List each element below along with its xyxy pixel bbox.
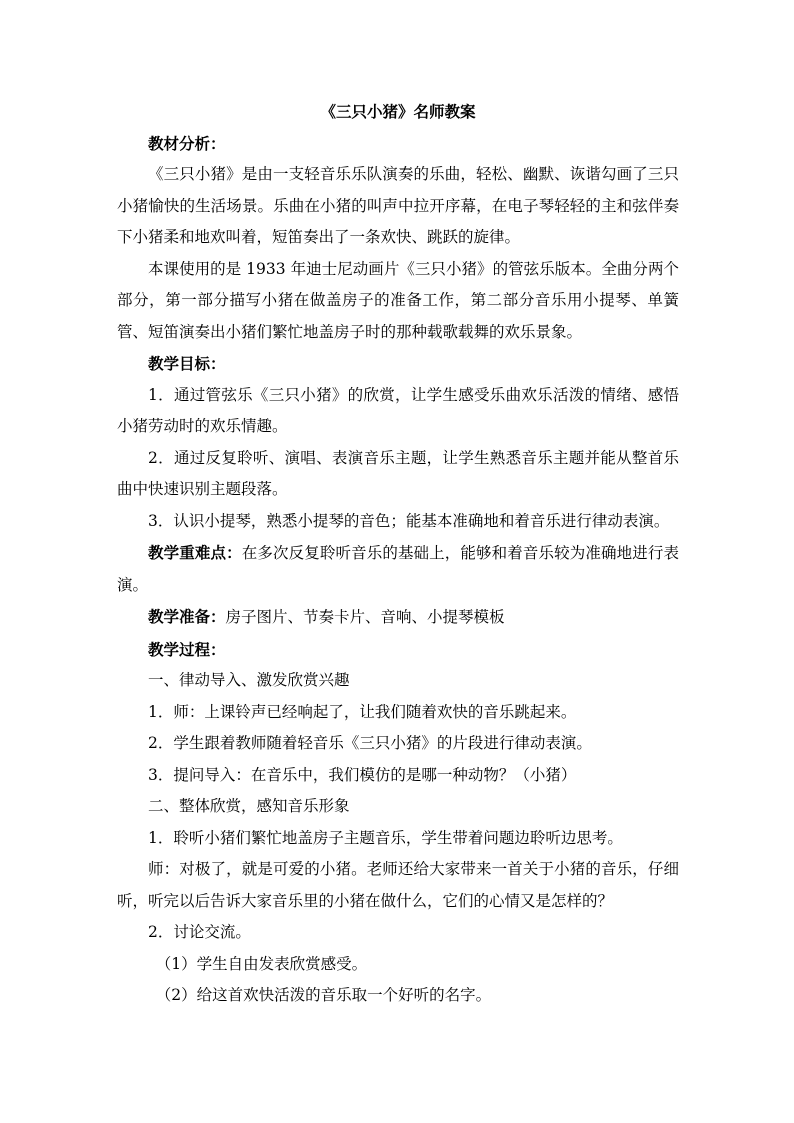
teaching-process-heading: 教学过程：	[148, 639, 226, 659]
part2-teacher-talk: 师：对极了，就是可爱的小猪。老师还给大家带来一首关于小猪的音乐，仔细听，听完以后告诉大家音乐里的小猪在做什么，它们的心情又是怎样的？	[117, 860, 679, 910]
part2-sub-item-1: （1）学生自由发表欣赏感受。	[155, 954, 368, 973]
key-difficulty-paragraph	[117, 537, 679, 601]
material-paragraph-2: 本课使用的是 1933 年迪士尼动画片《三只小猪》的管弦乐版本。全曲分两个部分，第一部分描写小猪在做盖房子的准备工作，第二部分音乐用小提琴、单簧管、短笛演奏出小猪们繁忙地盖房子时的那种载歌载舞的欢乐景象。	[117, 259, 679, 341]
part2-step-1: 1．聆听小猪们繁忙地盖房子主题音乐，学生带着问题边聆听边思考。	[148, 828, 623, 847]
teaching-goals-heading: 教学目标：	[148, 354, 226, 373]
part1-step-2: 2．学生跟着教师随着轻音乐《三只小猪》的片段进行律动表演。	[148, 734, 592, 752]
goal-item-1: 1．通过管弦乐《三只小猪》的欣赏，让学生感受乐曲欢乐活泼的情绪、感悟小猪劳动时的欢乐情趣。	[117, 385, 679, 435]
preparation-text: 房子图片、节奏卡片、音响、小提琴模板	[225, 608, 505, 626]
key-difficulty-heading: 教学重难点：	[148, 543, 242, 562]
goal-item-2: 2．通过反复聆听、演唱、表演音乐主题，让学生熟悉音乐主题并能从整首乐曲中快速识别主题段落。	[117, 448, 679, 498]
document-body	[117, 96, 679, 1012]
material-analysis-heading: 教材分析：	[148, 133, 226, 153]
goal-item-3: 3．认识小提琴，熟悉小提琴的音色；能基本准确地和着音乐进行律动表演。	[148, 511, 670, 530]
key-difficulty-text: 在多次反复聆听音乐的基础上，能够和着音乐较为准确地进行表演。	[117, 544, 679, 594]
preparation-heading: 教学准备：	[148, 607, 226, 626]
part2-title: 二、整体欣赏，感知音乐形象	[148, 797, 350, 815]
part2-sub-item-2: （2）给这首欢快活泼的音乐取一个好听的名字。	[155, 986, 492, 1004]
part1-step-1: 1．师：上课铃声已经响起了，让我们随着欢快的音乐跳起来。	[148, 702, 577, 721]
document-title: 《三只小猪》名师教案	[320, 102, 476, 121]
part2-step-2: 2．讨论交流。	[148, 923, 251, 941]
material-paragraph-1: 《三只小猪》是由一支轻音乐乐队演奏的乐曲，轻松、幽默、诙谐勾画了三只小猪愉快的生活场景。乐曲在小猪的叫声中拉开序幕，在电子琴轻轻的主和弦伴奏下小猪柔和地欢叫着，短笛奏出了一条欢快、跳跃的旋律。	[117, 165, 679, 246]
part1-title: 一、律动导入、激发欣赏兴趣	[148, 671, 350, 689]
part1-step-3: 3．提问导入：在音乐中，我们模仿的是哪一种动物？（小猪）	[148, 765, 577, 784]
preparation-paragraph	[117, 601, 679, 634]
